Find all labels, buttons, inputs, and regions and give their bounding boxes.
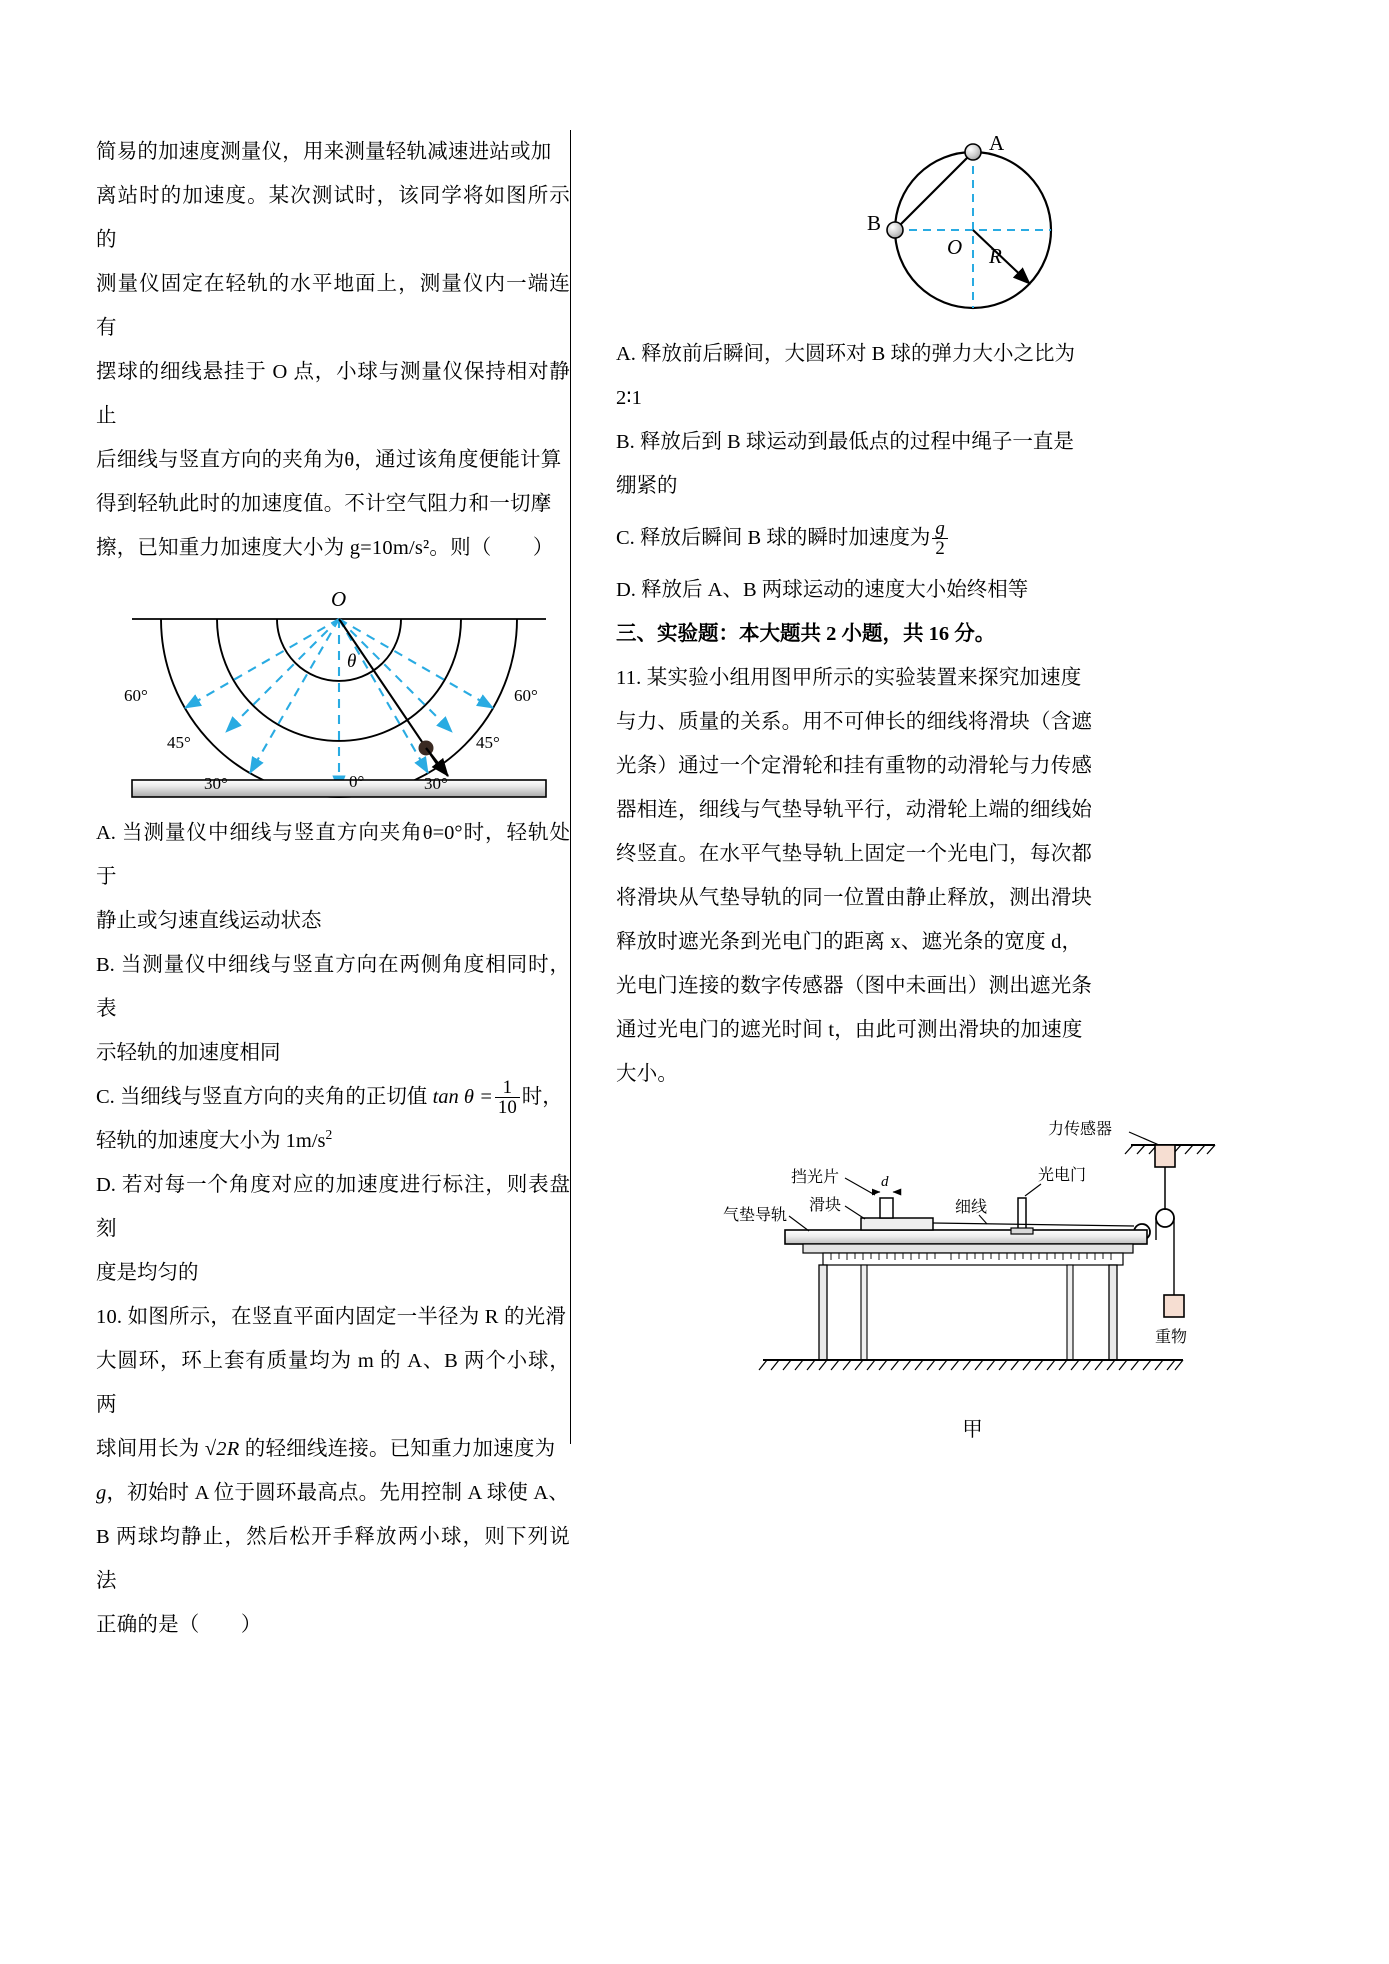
svg-text:气垫导轨: 气垫导轨 [722,1207,787,1224]
q10-number: 10. [96,1306,123,1328]
q11-stem-text-1: 某实验小组用图甲所示的实验装置来探究加速度 [646,667,1082,689]
q10-stem-text-3a: 球间用长为 [96,1438,200,1460]
svg-text:A: A [988,131,1004,155]
q10-option-c-frac-num: g [935,517,945,539]
circular-ring-figure [823,130,1123,320]
svg-text:O: O [946,235,962,259]
q9-option-d-line2: 度是均匀的 [96,1262,199,1284]
section-heading-bold: 本大题共 2 小题，共 16 分。 [739,623,996,645]
air-track-apparatus-figure [723,1110,1223,1410]
q9-option-a-key: A. [96,822,116,844]
q9-option-c-frac-den: 10 [495,1097,520,1118]
q10-option-a-line1 [616,332,1329,376]
q9-option-b-line1 [96,943,570,1031]
q9-option-a-line1 [96,811,570,899]
svg-text:O: O [331,587,347,611]
q9-option-d-line1 [96,1163,570,1251]
svg-text:d: d [880,1174,888,1190]
q11-stem-line-8: 光电门连接的数字传感器（图中未画出）测出遮光条 [616,975,1093,997]
svg-text:重物: 重物 [1154,1329,1187,1346]
svg-text:光电门: 光电门 [1037,1167,1086,1184]
q9-stem-line-5: 后细线与竖直方向的夹角为θ，通过该角度便能计算 [96,449,562,471]
svg-text:滑块: 滑块 [808,1197,841,1214]
q9-option-c-tan: tan θ = [432,1086,493,1108]
q9-option-c-fraction [495,1078,520,1119]
q9-option-c-text-post: 时， [521,1086,563,1108]
q10-option-c-text: 释放后瞬间 B 球的瞬时加速度为 [639,527,931,549]
svg-text:30°: 30° [424,774,448,793]
q9-option-c-frac-num: 1 [502,1076,513,1098]
svg-text:细线: 细线 [954,1199,987,1216]
q9-option-b-line2: 示轻轨的加速度相同 [96,1042,281,1064]
q10-stem-text-1: 如图所示，在竖直平面内固定一半径为 R 的光滑 [127,1306,567,1328]
svg-text:30°: 30° [204,774,228,793]
q10-option-b-line1 [616,420,1329,464]
q10-stem-text-3b: 的轻细线连接。已知重力加速度为 [244,1438,556,1460]
q9-option-d-text: 若对每一个角度对应的加速度进行标注，则表盘刻 [96,1174,571,1240]
svg-text:θ: θ [347,651,357,672]
q10-option-b-key: B. [616,431,635,453]
q9-option-b-key: B. [96,954,115,976]
q9-option-c-line2 [96,1119,570,1163]
q10-stem-line-3 [96,1427,570,1471]
q9-stem-line-4: 摆球的细线悬挂于 O 点，小球与测量仪保持相对静止 [96,361,570,427]
apparatus-figure-caption: 甲 [962,1419,983,1441]
q10-option-c-fraction [932,519,947,560]
q10-option-a-text: 释放前后瞬间，大圆环对 B 球的弹力大小之比为 [641,343,1075,365]
q11-stem-line-7: 释放时遮光条到光电门的距离 x、遮光条的宽度 d， [616,931,1083,953]
q10-option-d-key: D. [616,579,636,601]
section-heading [616,612,1329,656]
q10-option-b-line2: 绷紧的 [616,475,678,497]
q9-option-c-line2-text: 轻轨的加速度大小为 1m/s [96,1130,326,1152]
q11-stem-line-1 [616,656,1329,700]
q10-option-a-key: A. [616,343,636,365]
q9-stem-line-7: 擦，已知重力加速度大小为 g=10m/s²。则（ ） [96,537,554,559]
svg-text:60°: 60° [124,686,148,705]
q10-sqrt-2r: √2R [204,1438,240,1460]
q11-stem-line-5: 终竖直。在水平气垫导轨上固定一个光电门，每次都 [616,843,1093,865]
svg-text:45°: 45° [476,733,500,752]
q10-option-a-line2: 2∶1 [616,387,642,409]
q9-option-c-line2-sup: 2 [325,1127,333,1143]
q10-stem-line-1 [96,1295,570,1339]
q9-option-b-text: 当测量仪中细线与竖直方向在两侧角度相同时，表 [96,954,571,1020]
q11-stem-line-4: 器相连，细线与气垫导轨平行，动滑轮上端的细线始 [616,799,1093,821]
q9-option-d-key: D. [96,1174,116,1196]
q11-number: 11. [616,667,642,689]
q9-stem-line-3: 测量仪固定在轻轨的水平地面上，测量仪内一端连有 [96,273,570,339]
svg-text:R: R [988,244,1002,268]
q10-stem-text-4: ，初始时 A 位于圆环最高点。先用控制 A 球使 A、 [106,1482,570,1504]
svg-text:B: B [866,211,881,235]
q10-g-symbol: g [96,1482,107,1504]
left-column [0,0,570,1964]
q10-stem-line-4 [96,1471,570,1515]
svg-text:45°: 45° [167,733,191,752]
q11-stem-line-10: 大小。 [616,1063,679,1085]
q10-option-c-key: C. [616,527,635,549]
q10-option-c-frac-den: 2 [932,538,947,559]
svg-text:挡光片: 挡光片 [790,1169,839,1186]
q11-stem-line-2: 与力、质量的关系。用不可伸长的细线将滑块（含遮 [616,711,1093,733]
q10-stem-line-2: 大圆环，环上套有质量均为 m 的 A、B 两个小球，两 [96,1350,570,1416]
q10-option-d-line1 [616,568,1329,612]
right-column [571,0,1389,1964]
q10-option-d-text: 释放后 A、B 两球运动的速度大小始终相等 [641,579,1029,601]
q11-stem-line-6: 将滑块从气垫导轨的同一位置由静止释放，测出滑块 [616,887,1093,909]
q9-option-c-key: C. [96,1086,115,1108]
q10-option-c-line1 [616,516,1329,560]
q11-stem-line-9: 通过光电门的遮光时间 t，由此可测出滑块的加速度 [616,1019,1083,1041]
svg-text:0°: 0° [349,772,365,791]
section-heading-prefix: 三、实验题： [616,623,739,645]
q10-stem-line-5: B 两球均静止，然后松开手释放两小球，则下列说法 [96,1526,570,1592]
svg-text:60°: 60° [514,686,538,705]
q10-option-b-text: 释放后到 B 球运动到最低点的过程中绳子一直是 [639,431,1074,453]
q9-option-c-text-pre: 当细线与竖直方向的夹角的正切值 [119,1086,428,1108]
q9-stem-line-6: 得到轻轨此时的加速度值。不计空气阻力和一切摩 [96,493,552,515]
q9-option-a-line2: 静止或匀速直线运动状态 [96,910,322,932]
q11-stem-line-3: 光条）通过一个定滑轮和挂有重物的动滑轮与力传感 [616,755,1093,777]
svg-text:力传感器: 力传感器 [1047,1121,1112,1138]
q9-stem-line-2: 离站时的加速度。某次测试时，该同学将如图所示的 [96,185,570,251]
q9-option-a-text: 当测量仪中细线与竖直方向夹角θ=0°时，轻轨处于 [96,822,571,888]
accelerometer-gauge-figure [104,584,574,799]
q9-stem-line-1: 简易的加速度测量仪，用来测量轻轨减速进站或加 [96,141,552,163]
q10-stem-line-6: 正确的是（ ） [96,1614,262,1636]
q9-option-c-line1 [96,1075,570,1119]
